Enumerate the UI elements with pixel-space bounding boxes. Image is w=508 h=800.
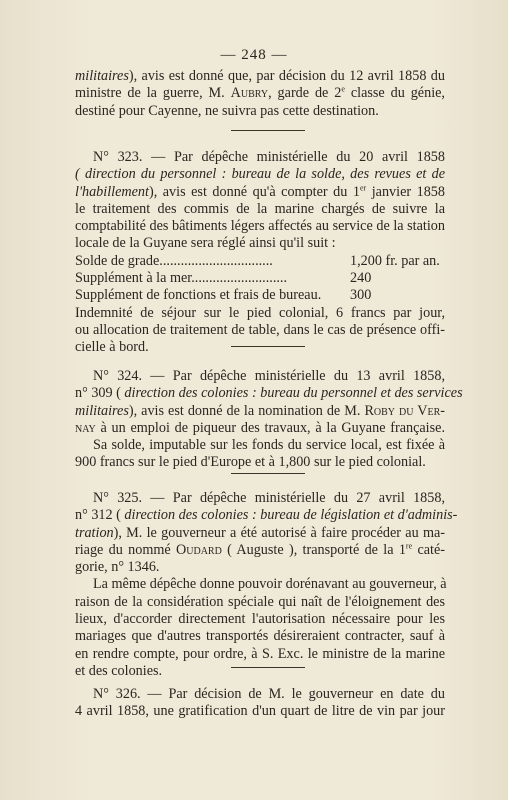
text-line [75,420,445,437]
pay-label [75,253,350,270]
text-line [75,184,445,201]
text-line [75,385,463,402]
italic-text: militaires [75,68,129,84]
text-line: gorie, n° 1346. [75,559,160,576]
italic-text: tration [75,524,114,541]
text: caté- [412,541,446,558]
person-name: Oudard [176,541,222,558]
text-line: locale de la Guyane sera réglé ainsi qu'il suit : [75,235,336,252]
italic-text: direction des colonies : bureau du personnel et des services [124,385,463,402]
pay-row [75,270,445,287]
superscript: e [341,84,345,94]
pay-label-text: Supplément à la mer [75,270,192,287]
pay-row [75,253,445,270]
pay-label [75,287,350,304]
pay-row [75,287,445,304]
pay-amount: 1,200 fr. par an. [350,252,440,269]
text-line [75,403,445,420]
text-line: 900 francs sur le pied d'Europe et à 1,800 sur le pied colonial. [75,454,426,471]
text-line [75,68,445,85]
italic-text: l'habillement [75,183,149,200]
entry-heading-line: N° 324. — Par dépêche ministérielle du 13 avril 1858, [93,368,445,384]
paragraph-continuation [75,68,445,120]
text-line: Indemnité de séjour sur le pied colonial, 6 francs par jour, [75,304,445,321]
leader-dots: ............................... [162,252,273,269]
person-name: nay [75,419,96,436]
pay-amount: 300 [350,287,372,304]
person-name: Roby du Ver- [364,402,445,419]
text-line: destiné pour Cayenne, ne suivra pas cette destination. [75,102,379,119]
section-divider [231,473,305,474]
entry-heading-line: N° 323. — Par dépêche ministérielle du 20 avril 1858 [93,149,445,165]
text: ), avis est donné de la nomination de M. [128,402,365,419]
text-line: 4 avril 1858, une gratification d'un quart de litre de vin par jour [75,703,445,720]
superscript: er [359,182,367,192]
text: ), avis est donné que, par décision du 12 avril 1858 du [128,68,445,84]
italic-text: direction des colonies : bureau de législation et d'adminis- [124,507,458,524]
text-line [75,507,458,524]
superscript: re [405,541,413,551]
text: à un emploi de piqueur des travaux, à la Guyane française. [95,419,445,436]
text: janvier 1858 [366,183,445,200]
pay-label [75,270,350,287]
italic-text: militaires [75,402,129,419]
text-line: le traitement des commis de la marine chargés de suivre la [75,200,445,217]
text-line [75,542,445,559]
section-divider [231,130,305,131]
text: ), avis est donné qu'à compter du 1 [148,183,360,200]
text-line: La même dépêche donne pouvoir dorénavant au gouverneur, à [93,576,447,593]
text: n° 309 ( [75,385,125,402]
pay-label-text: Solde de grade. [75,252,163,269]
section-divider [231,667,305,668]
entry-heading-line: N° 326. — Par décision de M. le gouverneur en date du [93,686,445,702]
text-line [75,525,445,542]
page-number: — 248 — [220,47,288,63]
entry-326 [75,686,445,721]
text-line: lieux, d'accorder directement l'autorisation nécessaire pour les [75,611,445,628]
section-divider [231,346,305,347]
entry-325 [75,490,458,680]
entry-heading-line: N° 325. — Par dépêche ministérielle du 27 avril 1858, [93,490,445,506]
text-line: comptabilité des bâtiments légers affectés au service de la station [75,218,445,235]
text: n° 312 ( [75,507,125,524]
text-line: cielle à bord. [75,339,149,356]
text: ( Auguste ), transporté de la 1 [221,541,406,558]
text: ), M. le gouverneur a été autorisé à faire procéder au ma- [113,524,445,541]
pay-amount: 240 [350,270,372,287]
text-line [75,85,445,102]
text-line: mariages que d'autres transportés désireraient contracter, sauf à [75,628,445,645]
text: , garde de 2 [268,85,342,102]
pay-label-text: Supplément de fonctions et frais de bureau. [75,287,322,304]
text-line: Sa solde, imputable sur les fonds du service local, est fixée à [93,437,445,454]
text-line: raison de la considération spéciale qui naît de l'éloignement des [75,593,445,610]
entry-324 [75,368,463,472]
text: riage du nommé [75,541,177,558]
text-line: en rendre compte, pour ordre, à S. Exc. le ministre de la marine [75,645,445,662]
text: classe du génie, [344,85,445,102]
leader-dots: ........................... [191,270,287,287]
text-line: et des colonies. [75,662,163,679]
person-name: Aubry [230,85,269,102]
text-line: ( direction du personnel : bureau de la solde, des revues et de [75,166,445,183]
text: ministre de la guerre, M. [75,85,231,102]
entry-323 [75,149,445,357]
text-line: ou allocation de traitement de table, dans le cas de présence offi- [75,321,445,338]
